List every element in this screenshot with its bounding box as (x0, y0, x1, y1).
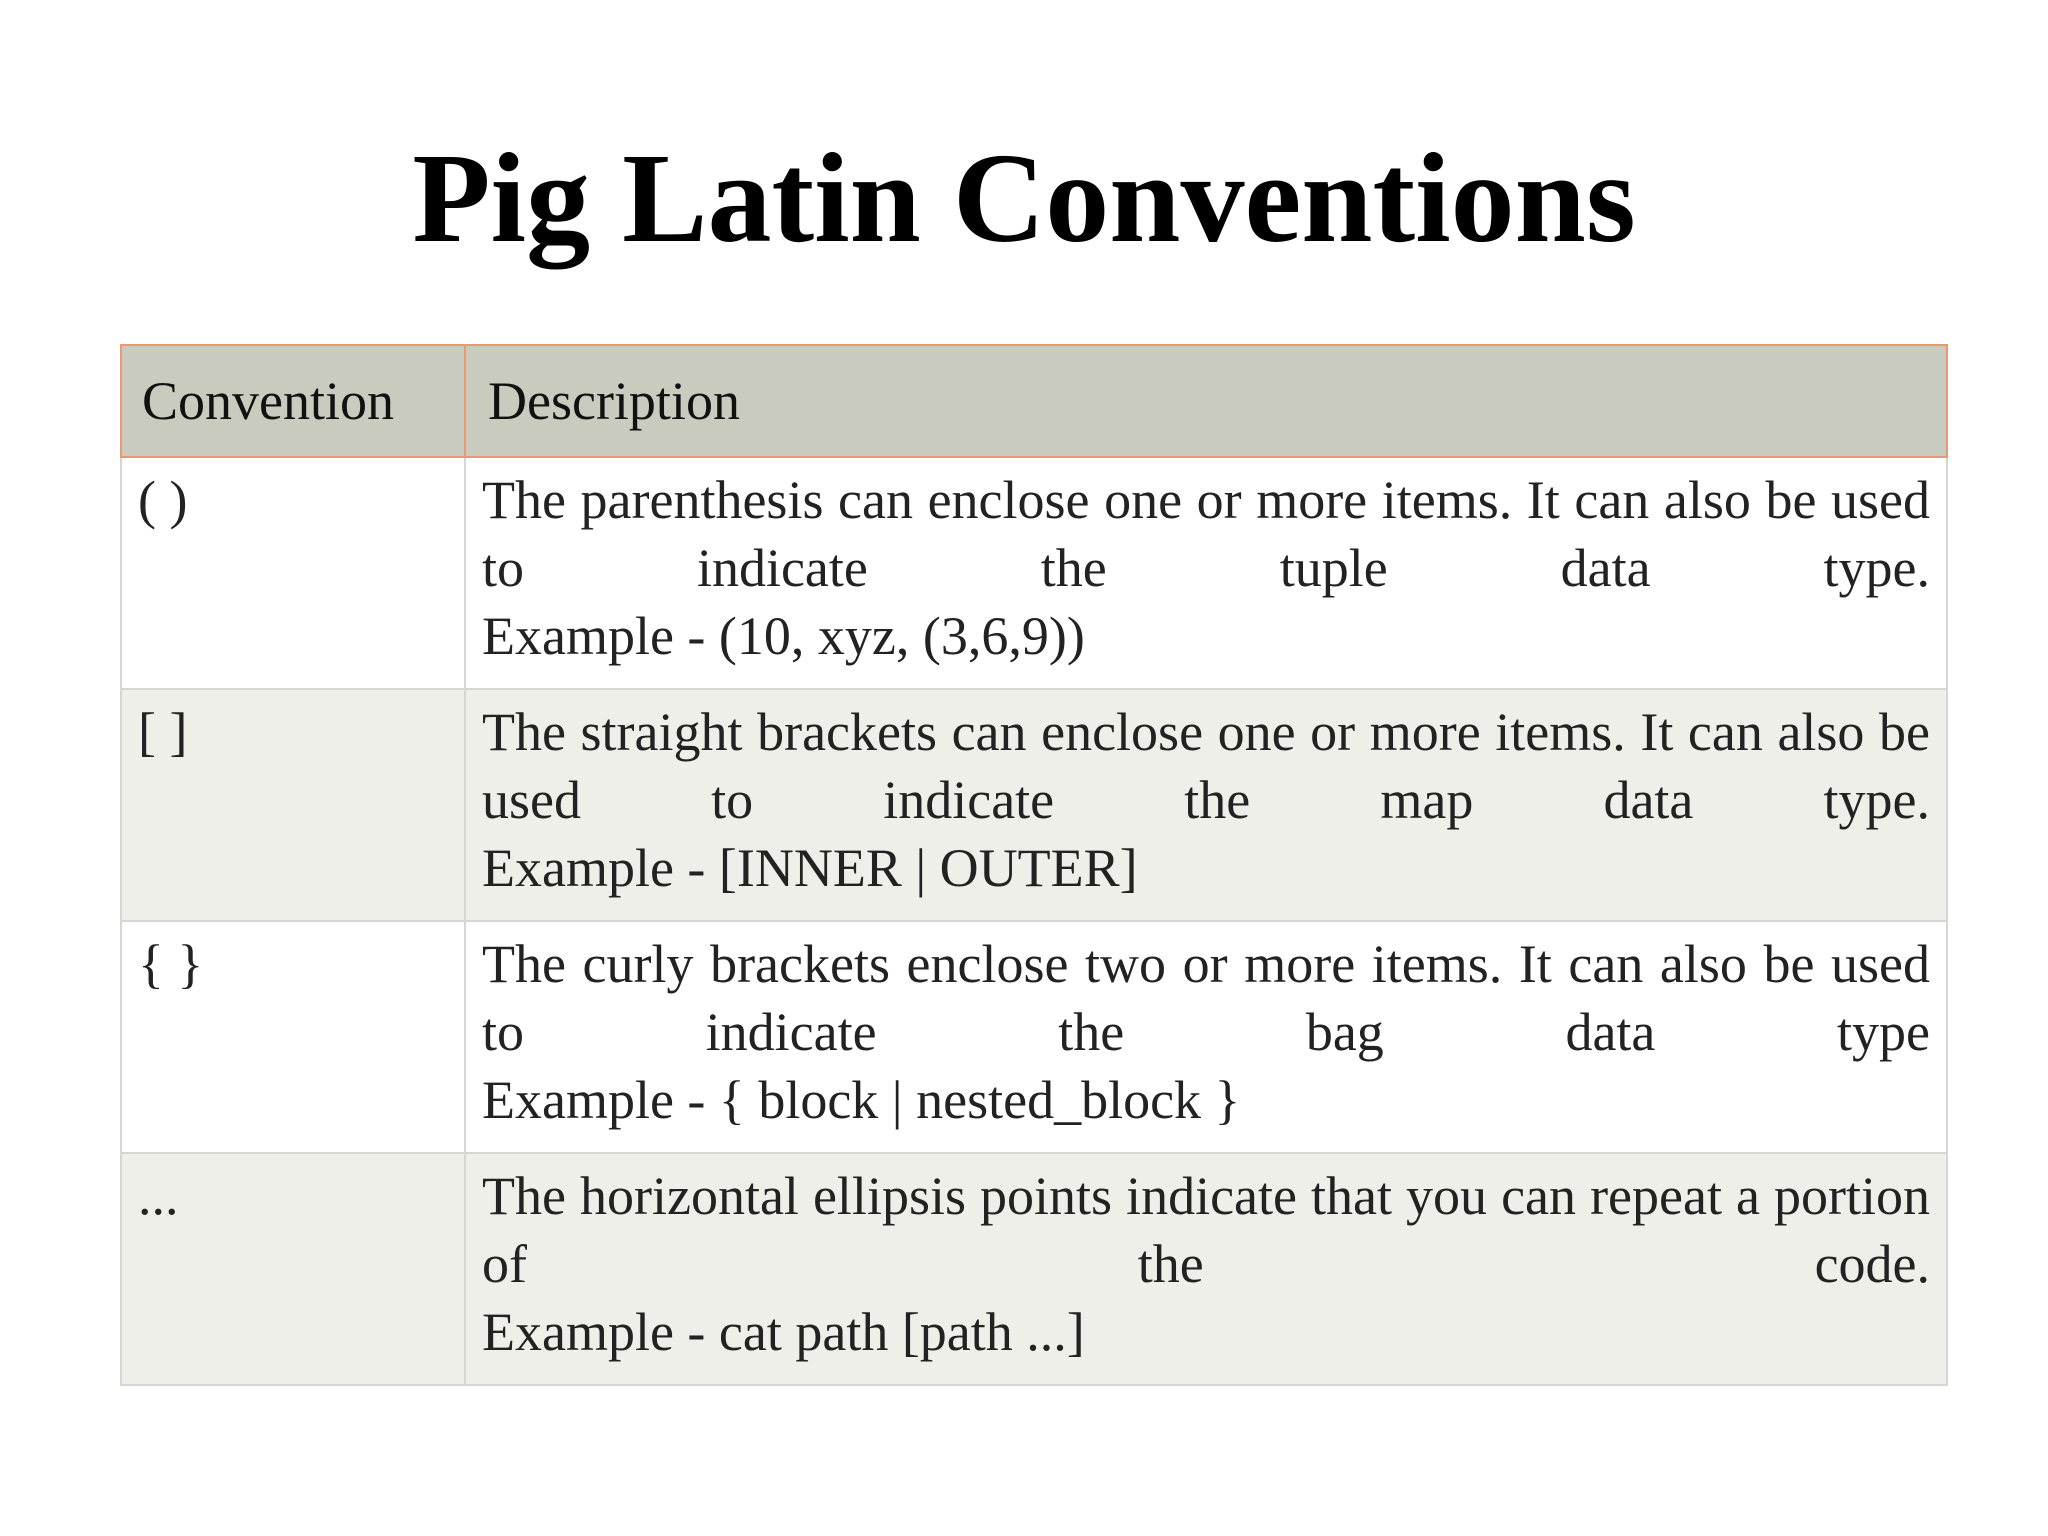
convention-cell (121, 1153, 465, 1385)
table-row (121, 457, 1947, 689)
table-row (121, 1153, 1947, 1385)
table-header-row (121, 345, 1947, 457)
table-row (121, 689, 1947, 921)
convention-symbol: ( ) (138, 470, 188, 530)
table-row (121, 921, 1947, 1153)
header-convention: Convention (121, 345, 465, 457)
description-text: The straight brackets can enclose one or more items. It can also be used to indicate the map data type. (482, 702, 1930, 830)
description-text: The parenthesis can enclose one or more items. It can also be used to indicate the tuple data type. (482, 470, 1930, 598)
description-text: The curly brackets enclose two or more items. It can also be used to indicate the bag data type (482, 934, 1930, 1062)
convention-cell (121, 921, 465, 1153)
slide-title: Pig Latin Conventions (412, 127, 1636, 269)
description-example: Example - [INNER | OUTER] (482, 838, 1138, 898)
description-example: Example - (10, xyz, (3,6,9)) (482, 606, 1085, 666)
description-example: Example - cat path [path ...] (482, 1302, 1085, 1362)
description-cell (465, 689, 1947, 921)
convention-symbol: [ ] (138, 702, 188, 762)
convention-cell (121, 689, 465, 921)
header-description: Description (465, 345, 1947, 457)
description-cell (465, 1153, 1947, 1385)
description-cell (465, 457, 1947, 689)
convention-cell (121, 457, 465, 689)
convention-symbol: { } (138, 934, 204, 994)
description-example: Example - { block | nested_block } (482, 1070, 1241, 1130)
description-cell (465, 921, 1947, 1153)
description-text: The horizontal ellipsis points indicate that you can repeat a portion of the code. (482, 1166, 1930, 1294)
conventions-table (120, 344, 1948, 1386)
convention-symbol: ... (138, 1166, 179, 1226)
